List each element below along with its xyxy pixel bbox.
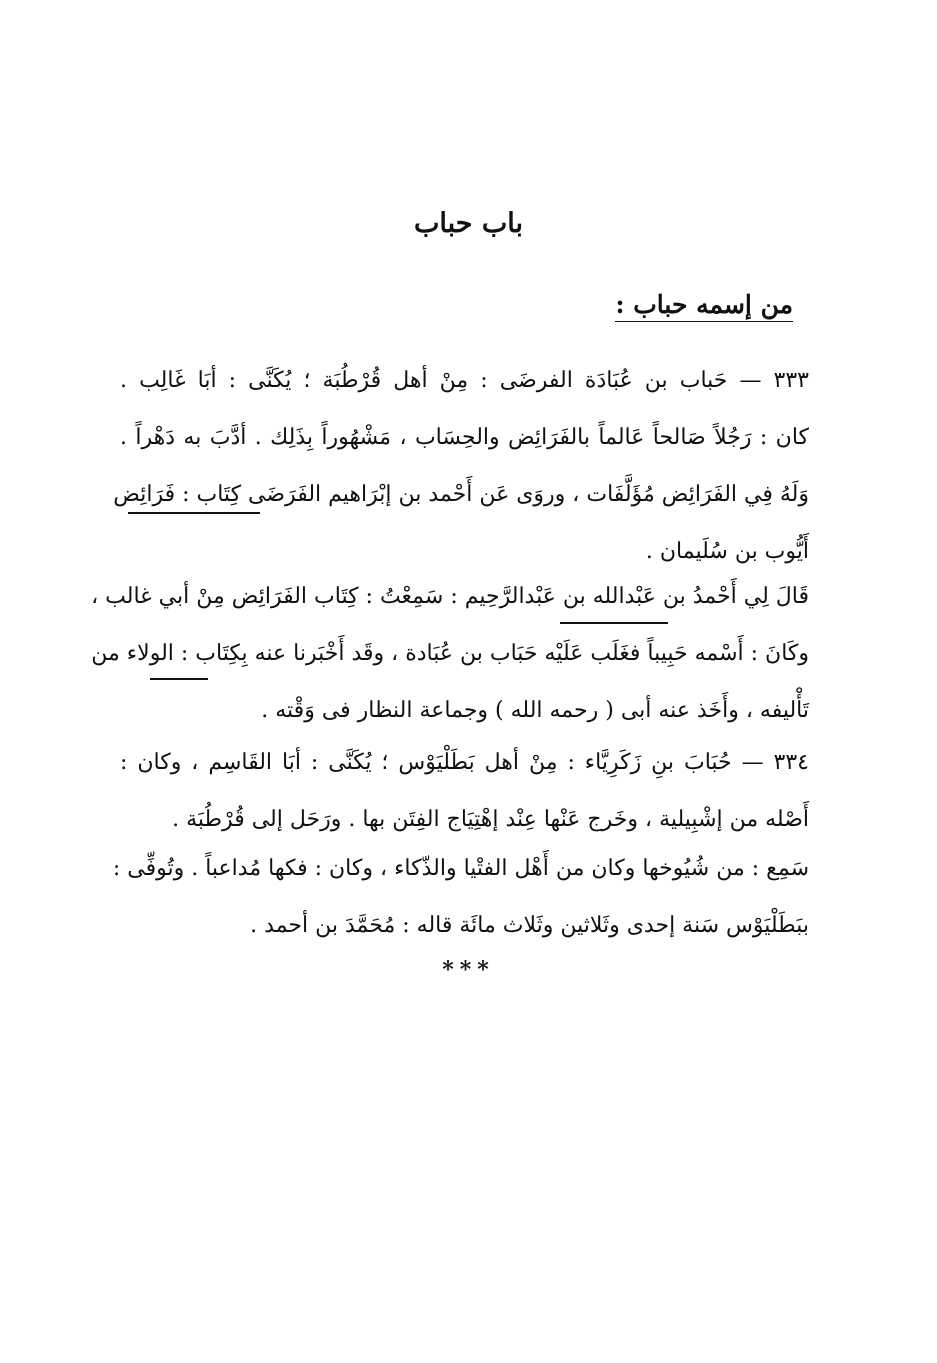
text-line: وكَانَ : أَسْمه حَبِيباً فغَلَب عَلَيْه حَبَاب بن عُبَادة ، وقَد أَخْبَرنا عنه بِكِتَاب : الولاء من bbox=[91, 641, 809, 666]
handwritten-underline bbox=[560, 622, 668, 624]
text-line: قَالَ لِي أَحْمدُ بن عَبْدالله بن عَبْدالرَّحِيم : سَمِعْتُ : كِتَاب الفَرَائِض مِنْ أبي غالب ، bbox=[91, 584, 809, 609]
text-line: أَصْله من إشْبِيلية ، وخَرج عَنْها عِنْد إهْتِيَاج الفِتَن بها . ورَحَل إلى قُرْطُبَة . bbox=[172, 807, 809, 832]
entry-334-continuation-paragraph bbox=[112, 840, 809, 954]
text-line: ٣٣٤ — حُبَابَ بنِ زَكَرِيَّاء : مِنْ أهل بَطَلْيَوْس ؛ يُكَنَّى : أبَا القَاسِم ، وكان : bbox=[120, 750, 809, 775]
handwritten-underline bbox=[128, 512, 260, 514]
entry-333-paragraph bbox=[113, 352, 809, 580]
entry-333-quote-paragraph bbox=[91, 568, 809, 739]
chapter-title: باب حباب bbox=[413, 208, 524, 239]
entry-334-paragraph bbox=[120, 734, 809, 848]
text-line: كان : رَجُلاً صَالحاً عَالماً بالفَرَائِض والحِسَاب ، مَشْهُوراً بِذَلِك . أدَّبَ به دَهْراً . bbox=[120, 425, 809, 450]
text-line: ببَطَلْيَوْس سَنة إحدى وثَلاثين وثَلاث مائَة قاله : مُحَمَّدَ بن أحمد . bbox=[250, 913, 809, 938]
handwritten-underline bbox=[150, 678, 208, 680]
section-heading: من إسمه حباب : bbox=[615, 290, 793, 322]
text-line: سَمِع : من شُيُوخها وكان من أَهْل الفتْيا والذّكاء ، وكان : فكها مُداعباً . وتُوفِّى : bbox=[112, 856, 809, 881]
section-end-asterisks: *** bbox=[442, 957, 495, 983]
text-line: ٣٣٣ — حَباب بن عُبَادَة الفرضَى : مِنْ أهل قُرْطُبَة ؛ يُكَنَّى : أبَا غَالِب . bbox=[120, 368, 809, 393]
text-line: أَيُّوب بن سُلَيمان . bbox=[645, 539, 809, 564]
text-line: تَأْليفه ، وأَخَذ عنه أبى ( رحمه الله ) وجماعة النظار فى وَقْته . bbox=[261, 698, 809, 723]
text-line: وَلَهُ فِي الفَرَائِض مُؤَلَّفَات ، وروَى عَن أَحْمد بن إبْرَاهيم الفَرَضَى كِتَاب : فَرَائِض bbox=[113, 482, 809, 507]
